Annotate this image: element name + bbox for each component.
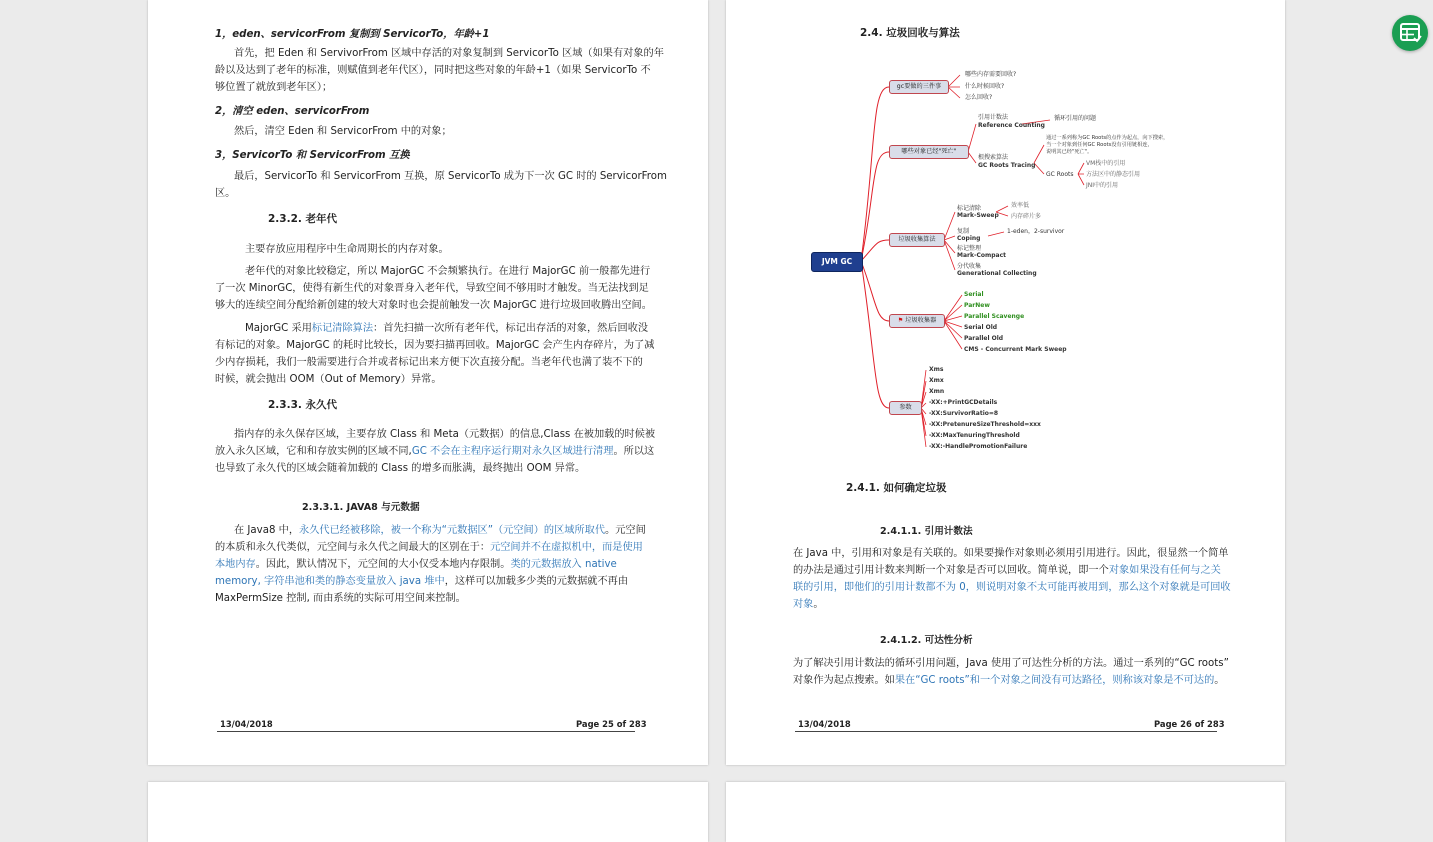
mindmap-leaf: 引用计数法	[978, 114, 1009, 121]
step3-title: 3，ServicorTo 和 ServicorFrom 互换	[215, 150, 410, 161]
document-page-28-partial	[726, 782, 1285, 842]
step2-title: 2，清空 eden、servicorFrom	[215, 106, 370, 117]
mindmap-leaf: Xmn	[929, 388, 945, 395]
paragraph-line: MaxPermSize 控制, 而由系统的实际可用空间来控制。	[215, 593, 466, 604]
paragraph-line: 本地内存。因此，默认情况下，元空间的大小仅受本地内存限制。类的元数据放入 native	[215, 559, 617, 570]
paragraph-line: 的办法是通过引用计数来判断一个对象是否可以回收。简单说，即一个对象如果没有任何与之关	[793, 565, 1221, 576]
mindmap-leaf: 当一个对象到任何GC Roots没有引用链相连，	[1046, 142, 1153, 148]
document-page-26	[726, 0, 1285, 765]
paragraph-line: 龄以及达到了老年的标准，则赋值到老年代区），同时把这些对象的年龄+1（如果 ServicorTo 不	[215, 65, 651, 76]
mindmap-leaf: Mark-Sweep	[957, 212, 999, 219]
mindmap-leaf: 标记清除	[957, 205, 982, 212]
section-heading-2-3-2: 2.3.2. 老年代	[268, 213, 338, 225]
mindmap-leaf: JNI中的引用	[1086, 182, 1119, 189]
mindmap-leaf: Serial Old	[964, 324, 998, 331]
mindmap-leaf: 标记整理	[957, 245, 982, 252]
mindmap-node-dead-objects: 哪些对象已经"死亡"	[889, 145, 969, 159]
paragraph-line: 有标记的对象。MajorGC 的耗时比较长，因为要扫描再回收。MajorGC 会产生内存碎片，为了减	[215, 340, 655, 351]
paragraph-line: memory, 字符串池和类的静态变量放入 java 堆中，这样可以加载多少类的元数据就不再由	[215, 576, 629, 587]
highlight-text: 标记清除算法	[311, 323, 374, 334]
section-heading-2-4-1: 2.4.1. 如何确定垃圾	[846, 482, 947, 494]
mindmap-leaf: 分代收集	[957, 263, 982, 270]
mindmap-node-parameters: 参数	[889, 401, 922, 415]
mindmap-leaf: Generational Collecting	[957, 270, 1037, 277]
section-heading-2-4: 2.4. 垃圾回收与算法	[860, 27, 960, 39]
flag-icon: ⚑	[897, 317, 904, 324]
paragraph-line: 了一次 MinorGC，使得有新生代的对象晋身入老年代，导致空间不够用时才触发。当无法找到足	[215, 283, 649, 294]
mindmap-leaf: -XX:MaxTenuringThreshold	[929, 432, 1020, 439]
mindmap-leaf: -XX:PretenureSizeThreshold=xxx	[929, 421, 1041, 428]
mindmap-leaf: GC Roots	[1046, 171, 1074, 178]
mindmap-leaf: 方法区中的静态引用	[1086, 171, 1141, 178]
highlight-text: 本地内存	[215, 559, 256, 570]
mindmap-leaf: Mark-Compact	[957, 252, 1007, 259]
mindmap-leaf: 根搜索算法	[978, 154, 1009, 161]
mindmap-leaf: 说明其已经"死亡"。	[1046, 149, 1093, 155]
highlight-text: 类的元数据放入 native	[510, 559, 617, 570]
footer-page-number: Page 25 of 283	[576, 719, 647, 729]
paragraph-line: 首先，把 Eden 和 ServivorFrom 区域中存活的对象复制到 ServicorTo 区域（如果有对象的年	[234, 48, 664, 59]
mindmap-leaf: VM栈中的引用	[1086, 160, 1126, 167]
section-heading-2-3-3: 2.3.3. 永久代	[268, 399, 338, 411]
highlight-text: 元空间并不在虚拟机中，而是使用	[490, 542, 643, 553]
highlight-text: memory, 字符串池和类的静态变量放入 java 堆中	[215, 576, 445, 587]
mindmap-leaf: 什么时候回收?	[965, 83, 1005, 90]
footer-rule	[217, 731, 635, 732]
footer-date: 13/04/2018	[798, 719, 851, 729]
mindmap-leaf: Parallel Old	[964, 335, 1004, 342]
paragraph-line: 老年代的对象比较稳定，所以 MajorGC 不会频繁执行。在进行 MajorGC 前一般都先进行	[245, 266, 651, 277]
document-page-25	[148, 0, 708, 765]
mindmap-leaf: Reference Counting	[978, 122, 1045, 129]
mindmap-leaf: -XX:+PrintGCDetails	[929, 399, 998, 406]
paragraph-line: 主要存放应用程序中生命周期长的内存对象。	[245, 244, 449, 255]
paragraph-line: 时候，就会抛出 OOM（Out of Memory）异常。	[215, 374, 442, 385]
mindmap-node-gc-collectors: ⚑ 垃圾收集器	[889, 314, 945, 328]
section-heading-2-4-1-2: 2.4.1.2. 可达性分析	[880, 635, 973, 646]
mindmap-leaf: GC Roots Tracing	[978, 162, 1036, 169]
mindmap-leaf: Coping	[957, 235, 981, 242]
paragraph-line: 对象。	[793, 599, 824, 610]
mindmap-leaf: 循环引用的问题	[1054, 115, 1097, 122]
mindmap-leaf: 内存碎片多	[1011, 213, 1042, 220]
paragraph-line: 也导致了永久代的区域会随着加载的 Class 的增多而胀满，最终抛出 OOM 异常。	[215, 463, 586, 474]
paragraph-line: 的本质和永久代类似，元空间与永久代之间最大的区别在于：元空间并不在虚拟机中，而是使用	[215, 542, 643, 553]
mindmap-leaf: 哪些内存需要回收?	[965, 71, 1017, 78]
paragraph-line: 够大的连续空间分配给新创建的较大对象时也会提前触发一次 MajorGC 进行垃圾回收腾出空间。	[215, 300, 652, 311]
document-page-27-partial	[148, 782, 708, 842]
highlight-text: 对象	[793, 599, 814, 610]
highlight-text: GC 不会在主程序运行期对永久区域进行清理	[411, 446, 614, 457]
mindmap-leaf: Parallel Scavenge	[964, 313, 1025, 320]
mindmap-root-node: JVM GC	[811, 252, 863, 272]
highlight-text: 永久代已经被移除，被一个称为“元数据区”（元空间）的区域所取代	[299, 525, 606, 536]
paragraph-line: 在 Java 中，引用和对象是有关联的。如果要操作对象则必须用引用进行。因此，很显然一个简单	[793, 548, 1229, 559]
mindmap-leaf: 复制	[957, 228, 970, 235]
section-heading-2-4-1-1: 2.4.1.1. 引用计数法	[880, 526, 973, 537]
mindmap-leaf: Serial	[964, 291, 984, 298]
paragraph-line: 少内存损耗，我们一般需要进行合并或者标记出来方便下次直接分配。当老年代也满了装不下的	[215, 357, 643, 368]
paragraph-line: 在 Java8 中，永久代已经被移除，被一个称为“元数据区”（元空间）的区域所取代。元空间	[234, 525, 646, 536]
footer-page-number: Page 26 of 283	[1154, 719, 1225, 729]
paragraph-line: 联的引用，即他们的引用计数都不为 0，则说明对象不太可能再被用到，那么这个对象就是可回收	[793, 582, 1231, 593]
paragraph-line: 区。	[215, 188, 236, 199]
spreadsheet-export-button[interactable]	[1392, 15, 1428, 51]
paragraph-line: 放入永久区域，它和和存放实例的区域不同,GC 不会在主程序运行期对永久区域进行清理。所以这	[215, 446, 655, 457]
spreadsheet-export-icon	[1392, 15, 1428, 51]
mindmap-leaf: -XX:-HandlePromotionFailure	[929, 443, 1028, 450]
paragraph-line: 为了解决引用计数法的循环引用问题，Java 使用了可达性分析的方法。通过一系列的“GC roots”	[793, 658, 1229, 669]
mindmap-leaf: -XX:SurvivorRatio=8	[929, 410, 999, 417]
mindmap-leaf: CMS - Concurrent Mark Sweep	[964, 346, 1067, 353]
paragraph-line: 指内存的永久保存区域，主要存放 Class 和 Meta（元数据）的信息,Class 在被加载的时候被	[234, 429, 656, 440]
highlight-text: 果在“GC roots”和一个对象之间没有可达路径，则称该对象是不可达的	[894, 675, 1215, 686]
mindmap-leaf: Xmx	[929, 377, 944, 384]
paragraph-line: 够位置了就放到老年区）；	[215, 82, 333, 93]
paragraph-line: 对象作为起点搜索。如果在“GC roots”和一个对象之间没有可达路径，则称该对象是不可达的。	[793, 675, 1225, 686]
mindmap-leaf: 怎么回收?	[965, 94, 993, 101]
mindmap-leaf: ParNew	[964, 302, 990, 309]
mindmap-leaf: 1-eden，2-survivor	[1007, 228, 1065, 235]
footer-date: 13/04/2018	[220, 719, 273, 729]
highlight-text: 对象如果没有任何与之关	[1108, 565, 1221, 576]
step1-title: 1，eden、servicorFrom 复制到 ServicorTo，年龄+1	[215, 29, 490, 40]
mindmap-leaf: 效率低	[1011, 202, 1030, 209]
mindmap-node-gc-algorithms: 垃圾收集算法	[889, 233, 945, 247]
mindmap-leaf: 通过一系列称为GC Roots的点作为起点，向下搜索，	[1046, 135, 1169, 141]
paragraph-line: 然后，清空 Eden 和 ServicorFrom 中的对象；	[234, 126, 452, 137]
section-heading-2-3-3-1: 2.3.3.1. JAVA8 与元数据	[302, 502, 420, 513]
mindmap-leaf: Xms	[929, 366, 944, 373]
paragraph-line: MajorGC 采用标记清除算法：首先扫描一次所有老年代，标记出存活的对象，然后回收没	[245, 323, 649, 334]
mindmap-node-gc-tasks: gc要做的三件事	[889, 80, 949, 94]
footer-rule	[795, 731, 1217, 732]
paragraph-line: 最后，ServicorTo 和 ServicorFrom 互换，原 ServicorTo 成为下一次 GC 时的 ServicorFrom	[234, 171, 667, 182]
